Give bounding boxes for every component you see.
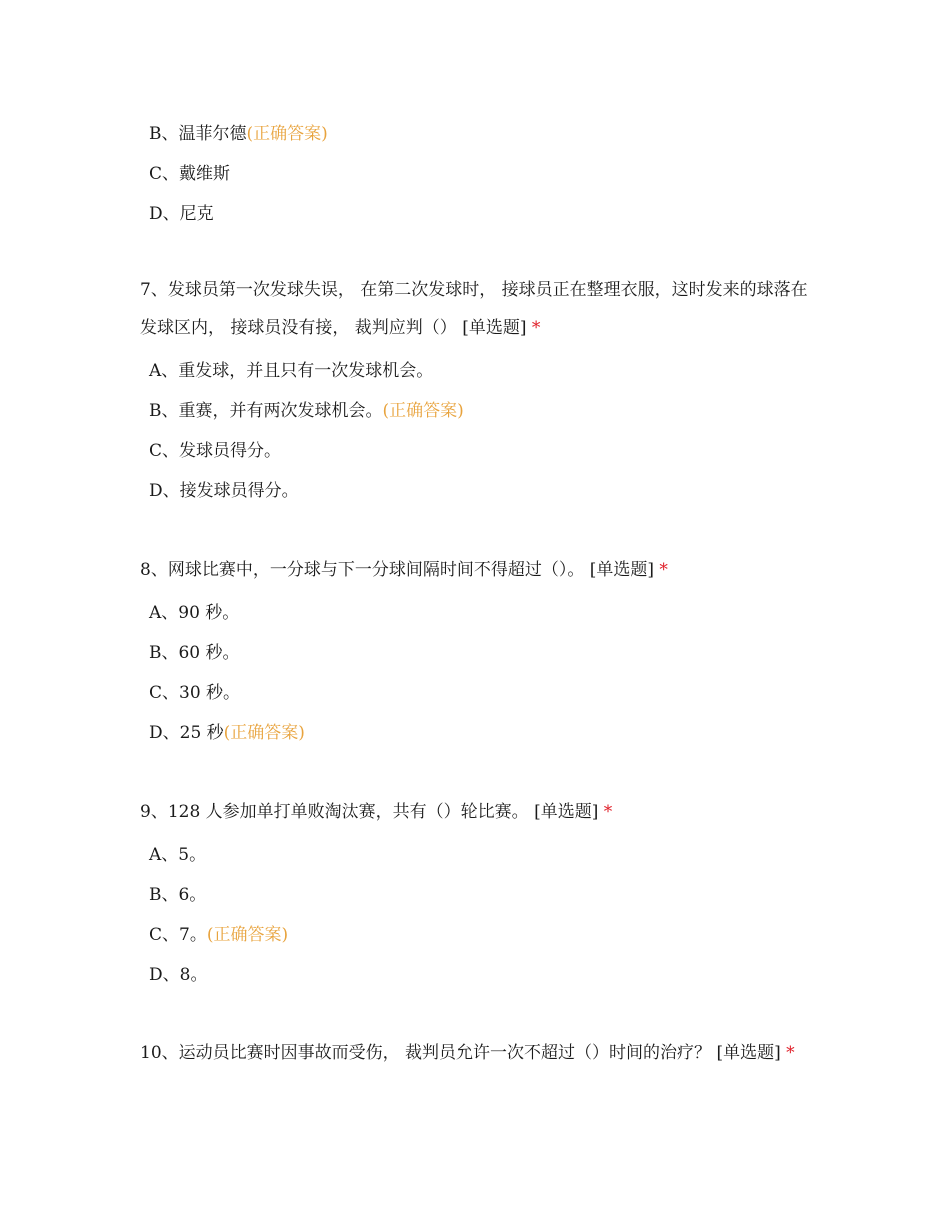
correct-answer-mark: (正确答案) — [382, 401, 464, 421]
correct-answer-mark: (正确答案) — [206, 925, 289, 945]
option-text: C、30 秒。 — [149, 683, 241, 703]
option-text: D、接发球员得分。 — [149, 481, 299, 501]
option-text: A、5。 — [149, 845, 207, 865]
option-text: B、6。 — [149, 885, 207, 905]
option-d — [140, 202, 820, 242]
option-text: C、7。 — [149, 925, 207, 945]
question-9-title — [140, 793, 820, 831]
question-text: 7、发球员第一次发球失误， 在第二次发球时， 接球员正在整理衣服，这时发来的球落在发球区内， 接球员没有接， 裁判应判（） [单选题] — [140, 280, 808, 338]
option-a — [140, 843, 820, 883]
correct-answer-mark: (正确答案) — [246, 124, 328, 144]
option-d — [140, 479, 820, 519]
question-7 — [140, 271, 820, 519]
question-7-title — [140, 271, 820, 347]
question-10-title — [140, 1034, 820, 1072]
option-text: B、温菲尔德 — [149, 124, 247, 144]
option-c — [140, 162, 820, 202]
required-asterisk: * — [603, 802, 613, 822]
option-b — [140, 399, 820, 439]
correct-answer-mark: (正确答案) — [223, 723, 305, 743]
option-c — [140, 681, 820, 721]
option-b — [140, 641, 820, 681]
required-asterisk: * — [786, 1043, 795, 1063]
question-9-options — [140, 843, 820, 1003]
option-a — [140, 601, 820, 641]
question-text: 8、网球比赛中，一分球与下一分球间隔时间不得超过（）。 [单选题] — [140, 560, 654, 580]
option-text: D、尼克 — [149, 204, 214, 224]
option-c — [140, 923, 820, 963]
question-7-options — [140, 359, 820, 519]
question-8-options — [140, 601, 820, 761]
required-asterisk: * — [531, 318, 541, 338]
option-text: A、90 秒。 — [149, 603, 240, 623]
question-10 — [140, 1034, 820, 1074]
option-text: D、8。 — [149, 965, 208, 985]
required-asterisk: * — [659, 560, 668, 580]
option-b — [140, 883, 820, 923]
question-8-title — [140, 551, 820, 589]
option-c — [140, 439, 820, 479]
option-text: D、25 秒 — [149, 723, 224, 743]
option-text: C、发球员得分。 — [149, 441, 282, 461]
option-text: C、戴维斯 — [149, 164, 231, 184]
question-6-options — [140, 122, 820, 242]
option-a — [140, 359, 820, 399]
question-text: 9、128 人参加单打单败淘汰赛，共有（）轮比赛。 [单选题] — [140, 802, 599, 822]
option-text: B、重赛，并有两次发球机会。 — [149, 401, 383, 421]
question-9 — [140, 793, 820, 1003]
question-8 — [140, 551, 820, 761]
question-text: 10、运动员比赛时因事故而受伤， 裁判员允许一次不超过（）时间的治疗？ [单选题] — [140, 1043, 781, 1063]
option-text: A、重发球，并且只有一次发球机会。 — [149, 361, 434, 381]
option-b — [140, 122, 820, 162]
option-d — [140, 721, 820, 761]
option-text: B、60 秒。 — [149, 643, 240, 663]
option-d — [140, 963, 820, 1003]
